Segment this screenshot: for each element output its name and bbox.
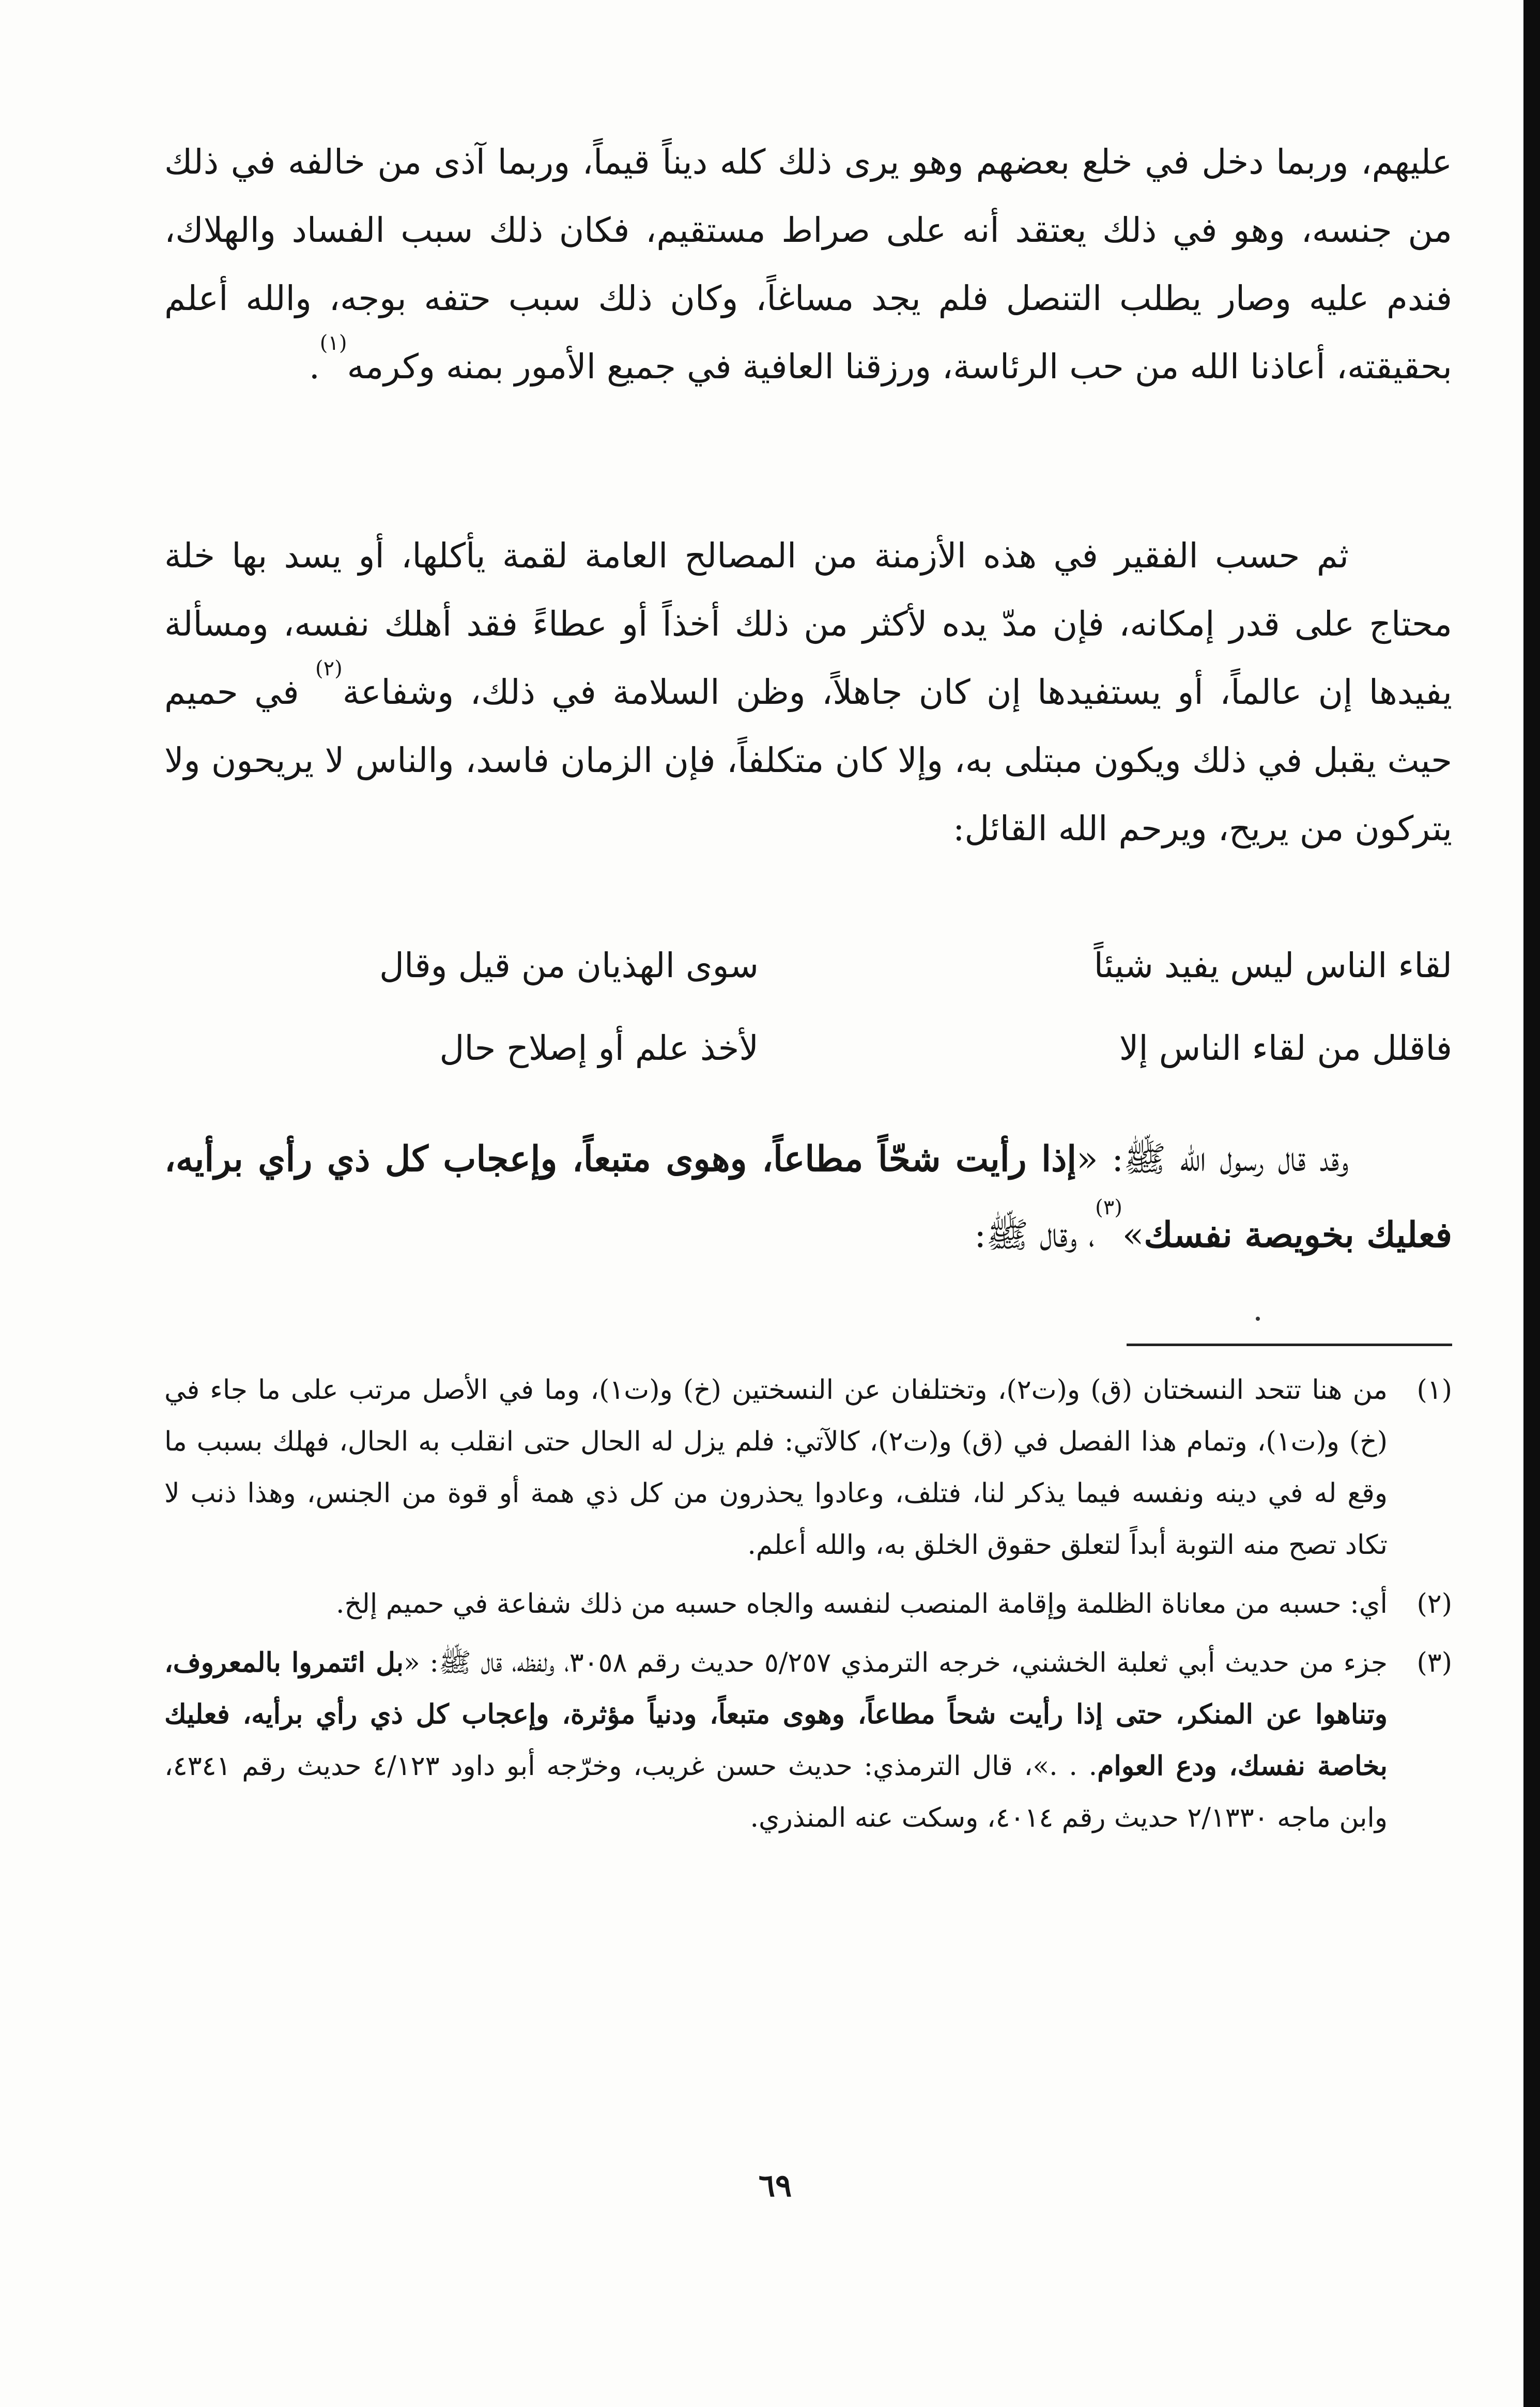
footnote-3-number: (٣) (1416, 1647, 1452, 1678)
page-edge-shadow (1523, 0, 1540, 2407)
paragraph-1-end: . (309, 347, 320, 387)
paragraph-1-text: عليهم، وربما دخل في خلع بعضهم وهو يرى ذلك كله ديناً قيماً، وربما آذى من خالفه في ذلك من جنسه، وهو في ذلك يعتقد أنه على صراط مستقيم، فكان ذلك سبب الفساد والهلاك، فندم عليه وصار يطلب التنصل فلم يجد مساغاً، وكان ذلك سبب حتفه بوجه، والله أعلم بحقيقته، أعاذنا الله من حب الرئاسة، ورزقنا العافية في جميع الأمور بمنه وكرمه (164, 142, 1452, 387)
paragraph-3 (164, 1121, 1452, 1273)
footnote-2 (164, 1578, 1452, 1630)
footnote-1 (164, 1364, 1452, 1571)
poem-line-2-hemistich-1: فاقلل من لقاء الناس إلا (1119, 1028, 1452, 1068)
footnote-2-number: (٢) (1416, 1588, 1452, 1619)
poem-line-1-hemistich-2: سوى الهذيان من قيل وقال (379, 946, 759, 985)
footnote-1-text: من هنا تتحد النسختان (ق) و(ت٢)، وتختلفان عن النسختين (خ) و(ت١)، وما في الأصل مرتب على ما جاء في (خ) و(ت١)، وتمام هذا الفصل في (ق) و(ت٢)، كالآتي: فلم يزل له الحال حتى انقلب به الحال، فهلك بسبب ما وقع له في دينه ونفسه فيما يذكر لنا، فتلف، وعادوا يحذرون من كل ذي همة أو قوة من الجنس، وهذا ذنب لا تكاد تصح منه التوبة أبداً لتعلق حقوق الخلق به، والله أعلم. (164, 1375, 1388, 1561)
paragraph-3-text-b: » (1122, 1215, 1144, 1256)
footnote-3-text-b: . . .»، قال الترمذي: حديث حسن غريب، وخرّجه أبو داود ٤/١٢٣ حديث رقم ٤٣٤١، وابن ماجه ٢/١٣٣٠ حديث رقم ٤٠١٤، وسكت عنه المنذري. (164, 1751, 1388, 1833)
poem-line-1-hemistich-1: لقاء الناس ليس يفيد شيئاً (1094, 946, 1452, 985)
paragraph-3-text-a: وقد قال رسول الله ﷺ: « (1076, 1139, 1349, 1180)
page-number: ٦٩ (758, 2168, 792, 2204)
footnote-separator (1127, 1344, 1452, 1346)
footnote-3-text (164, 1637, 1388, 1844)
paragraph-1 (164, 128, 1452, 401)
paragraph-3-text-c: ، وقال ﷺ: (974, 1215, 1096, 1256)
paragraph-2-text-b: في حميم حيث يقبل في ذلك ويكون مبتلى به، وإلا كان متكلفاً، فإن الزمان فاسد، والناس لا يريحون ولا يتركون من يريح، ويرحم الله القائل: (164, 672, 1452, 848)
footnote-ref-1[interactable]: (١) (319, 331, 347, 355)
footnote-2-text: أي: حسبه من معاناة الظلمة وإقامة المنصب لنفسه والجاه حسبه من ذلك شفاعة في حميم إلخ. (335, 1588, 1388, 1619)
hadith-quote: إذا رأيت شحّاً مطاعاً، وهوى متبعاً، وإعجاب كل ذي رأي برأيه، فعليك بخويصة نفسك (164, 1138, 1452, 1256)
footnote-3 (164, 1637, 1452, 1844)
footnote-ref-2[interactable]: (٢) (315, 657, 343, 681)
footnotes (164, 1364, 1452, 1844)
paragraph-2 (164, 522, 1452, 863)
footnote-1-number: (١) (1416, 1375, 1452, 1406)
paragraph-2-text-a: ثم حسب الفقير في هذه الأزمنة من المصالح العامة لقمة يأكلها، أو يسد بها خلة محتاج على قدر إمكانه، فإن مدّ يده لأكثر من ذلك أخذاً أو عطاءً فقد أهلك نفسه، ومسألة يفيدها إن عالماً، أو يستفيدها إن كان جاهلاً، وظن السلامة في ذلك، وشفاعة (164, 536, 1452, 712)
poem-line-1 (164, 946, 1452, 1014)
footnote-ref-3[interactable]: (٣) (1095, 1196, 1122, 1220)
poem-line-2-hemistich-2: لأخذ علم أو إصلاح حال (439, 1028, 759, 1068)
footnote-3-text-a: جزء من حديث أبي ثعلبة الخشني، خرجه الترمذي ٥/٢٥٧ حديث رقم ٣٠٥٨، ولفظه، قال ﷺ: « (403, 1647, 1388, 1678)
ink-speck (1256, 1317, 1260, 1321)
poem-line-2 (164, 1028, 1452, 1097)
footnote-3-hadith: بل ائتمروا بالمعروف، وتناهوا عن المنكر، حتى إذا رأيت شحاً مطاعاً، وهوى متبعاً، ودنياً مؤثرة، وإعجاب كل ذي رأي برأيه، فعليك بخاصة نفسك، ودع العوام (164, 1647, 1388, 1782)
